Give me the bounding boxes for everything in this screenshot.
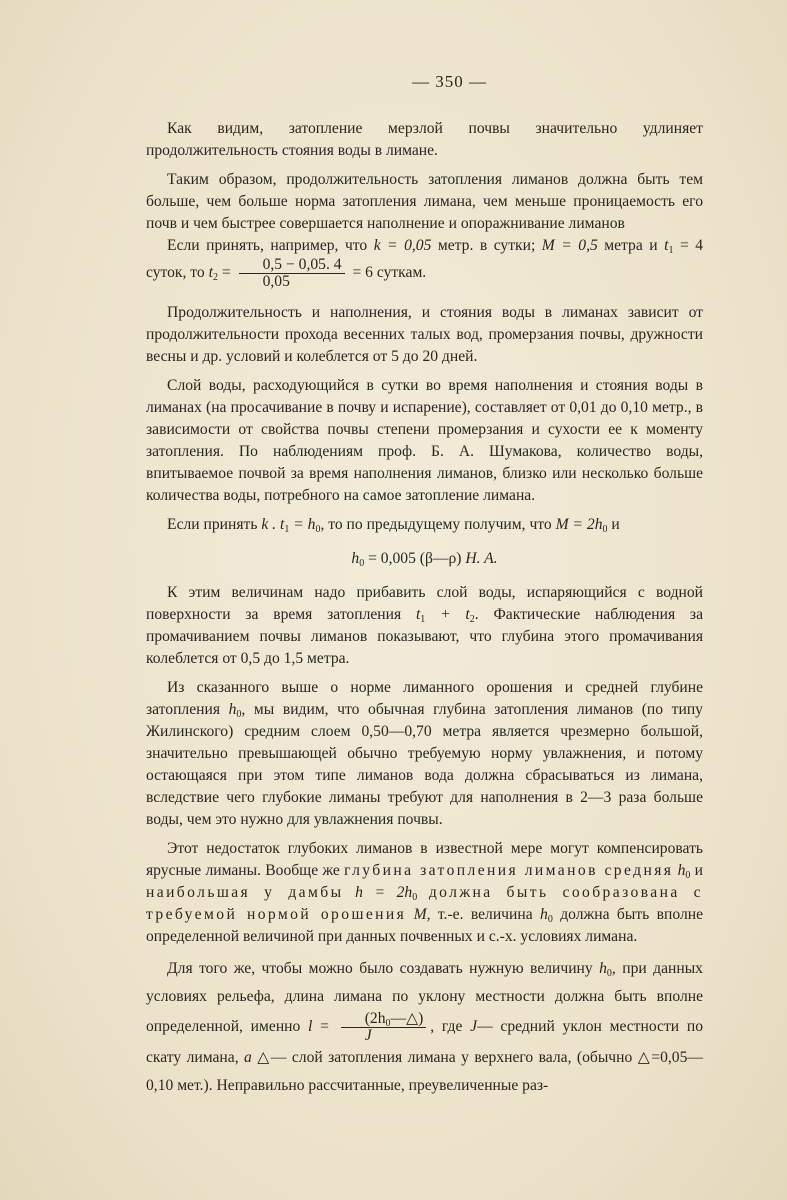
h0-formula: $h_0 = 0,005$ (β—ρ) H. A. (351, 550, 498, 569)
m-value: M = 0,5 (541, 237, 598, 254)
t2-denominator: 0,05 (262, 273, 290, 290)
l-fraction (341, 1011, 427, 1044)
paragraph-4: Продолжительность и наполнения, и стояния воды в лиманах зависит от продолжительности прохода весенних талых вод, промерзания почвы, дружности весны и др. условий и колеблется от 5 до 20 дней. (146, 304, 703, 365)
k-value: k = 0,05 (373, 237, 432, 254)
page-number: — 350 — (412, 72, 487, 91)
paragraph-3: Если принять, например, что k = 0,05 метр. в сутки; M = 0,5 метра и $t_1 = 4$ суток, то $t_2$ = $\frac{0,5 - 0,05. 4}{0,05}$ = 6 суткам. (146, 237, 704, 290)
paragraph-8: Из сказанного выше о норме лиманного орошения и средней глубине затопления $h_0$, мы видим, что обычная глубина затопления лиманов (по типу Жилинского) средним слоем 0,50—0,70 метра является чрезмерно большой, значительно превышающей обычно требуемую норму увлажнения, и потому остающаяся при этом типе лиманов вода должна сбрасываться из лимана, вследствие чего глубокие лиманы требуют для наполнения в 2—3 раза больше воды, чем это нужно для увлажнения почвы. (146, 679, 703, 828)
l-denominator: J (364, 1027, 372, 1044)
paragraph-5: Слой воды, расходующийся в сутки во время наполнения и стояния воды в лиманах (на просачивание в почву и испарение), составляет от 0,01 до 0,10 метр., в зависимости от свойства почвы степени промерзания и сухости ее к моменту затопления. По наблюдениям проф. Б. А. Шумакова, количество воды, впитываемое почвой за время наполнения лиманов, близко или несколько больше количества воды, потребного на самое затопление лимана. (146, 377, 703, 504)
t2-numerator: 0,5 − 0,05. 4 (239, 257, 345, 274)
paragraph-6: Если принять k . $t_1 = h_0$, то по предыдущему получим, что $M = 2h_0$ и (167, 516, 620, 535)
paragraph-10: Для того же, чтобы можно было создавать нужную величину $h_0$, при данных условиях рельефа, длина лимана по уклону местности должна быть вполне определенной, именно l = $\frac{(2h_0—\triangle)}{J}$ , где J— средний уклон местности по скату лимана, а △— слой затопления лимана у верхнего вала, (обычно △=0,05—0,10 мет.). Неправильно рассчитанные, преувеличенные раз- (146, 960, 703, 1094)
t2-fraction (239, 257, 345, 290)
l-numerator: $(2h_0—\triangle)$ (341, 1011, 427, 1028)
paragraph-7: К этим величинам надо прибавить слой воды, испаряющийся с водной поверхности за время затопления $t_1 + t_2$. Фактические наблюдения за промачиванием почвы лиманов показывают, что глубина этого промачивания колеблется от 0,5 до 1,5 метра. (146, 584, 704, 667)
paragraph-2: Таким образом, продолжительность затопления лиманов должна быть тем больше, чем больше норма затопления лимана, чем меньше проницаемость его почв и чем быстрее совершается наполнение и опоражнивание лиманов (146, 171, 703, 232)
paragraph-1: Как видим, затопление мерзлой почвы значительно удлиняет продолжительность стояния воды в лимане. (146, 120, 703, 159)
paragraph-9: Этот недостаток глубоких лиманов в известной мере могут компенсировать ярусные лиманы. Вообще же глубина затопления лиманов средняя $h_0$ и наибольшая у дамбы $h = 2h_0$ должна быть сообразована с требуемой нормой орошения M, т.-е. величина $h_0$ должна быть вполне определенной величиной при данных почвенных и с.-х. условиях лимана. (146, 840, 704, 945)
